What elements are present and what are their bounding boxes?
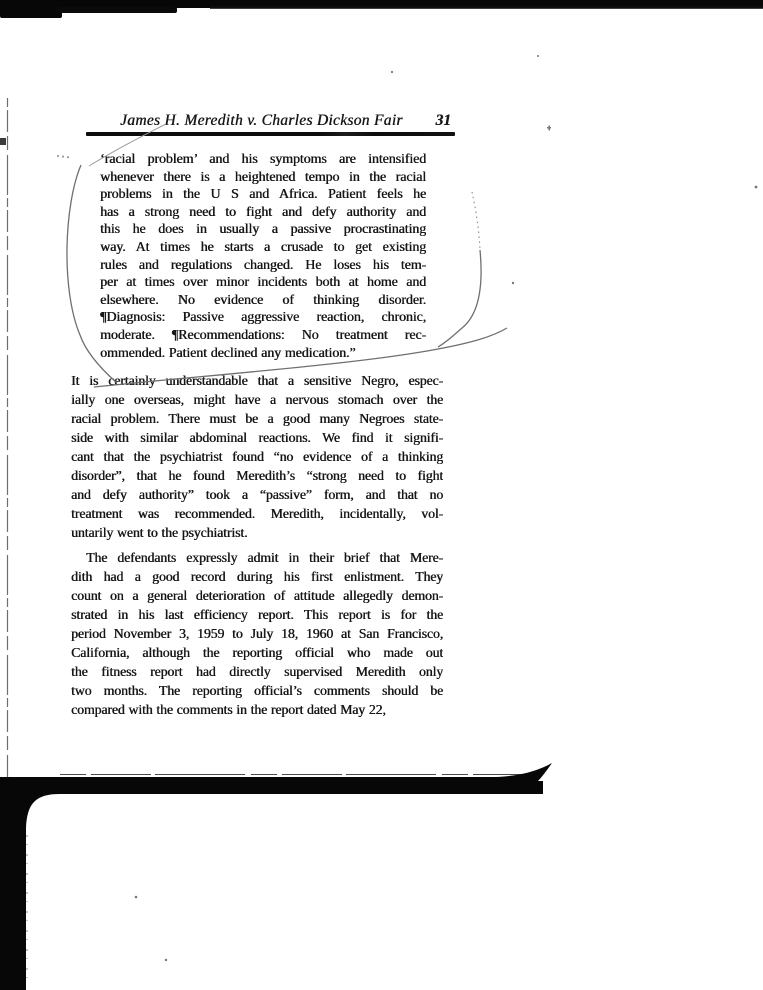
text-line: strated in his last efficiency report. This report is for the: [71, 607, 443, 622]
text-line: and defy authority” took a “passive” form, and that no: [71, 487, 443, 502]
paragraph-1: [71, 371, 443, 542]
text-line: two months. The reporting official’s comments should be: [71, 683, 443, 698]
case-title: James H. Meredith v. Charles Dickson Fair: [120, 112, 403, 129]
header-rule: [86, 132, 455, 136]
text-line: treatment was recommended. Meredith, incidentally, vol-: [71, 506, 443, 521]
text-line: problems in the U S and Africa. Patient feels he: [100, 187, 426, 203]
text-line: rules and regulations changed. He loses his tem-: [100, 257, 426, 273]
page-number: 31: [435, 112, 451, 129]
page-header: [88, 112, 455, 134]
text-line: has a strong need to fight and defy authority and: [100, 204, 426, 220]
text-line: The defendants expressly admit in their brief that Mere-: [86, 550, 443, 565]
text-line: moderate. ¶Recommendations: No treatment rec-: [100, 327, 426, 343]
paragraph-2: [71, 548, 443, 719]
annotation-circle-right-top: [472, 192, 480, 250]
text-line: whenever there is a heightened tempo in the racial: [100, 169, 426, 185]
scan-top-bar: [0, 0, 763, 18]
text-line: the fitness report had directly supervised Meredith only: [71, 664, 443, 679]
text-line: It is certainly understandable that a sensitive Negro, espec-: [71, 373, 443, 388]
text-line: compared with the comments in the report dated May 22,: [71, 702, 386, 717]
text-line: untarily went to the psychiatrist.: [71, 525, 248, 540]
block-quote: [100, 151, 426, 362]
text-line: side with similar abdominal reactions. We find it signifi-: [71, 430, 443, 445]
text-line: ‘racial problem’ and his symptoms are intensified: [100, 152, 426, 167]
scan-bottom-edge: [0, 763, 552, 990]
left-margin-mark: [0, 138, 6, 145]
annotation-leader-dots: [57, 155, 69, 158]
text-line: this he does in usually a passive procrastinating: [100, 222, 426, 238]
text-line: racial problem. There must be a good many Negroes state-: [71, 411, 443, 426]
text-line: period November 3, 1959 to July 18, 1960 at San Francisco,: [71, 626, 443, 641]
text-line: disorder”, that he found Meredith’s “strong need to fight: [71, 468, 443, 483]
text-line: count on a general deterioration of attitude allegedly demon-: [71, 588, 443, 603]
text-line: ially one overseas, might have a nervous stomach over the: [71, 392, 443, 407]
text-line: ommended. Patient declined any medication.”: [100, 345, 356, 361]
text-line: way. At times he starts a crusade to get existing: [100, 239, 426, 255]
text-line: per at times over minor incidents both at home and: [100, 275, 426, 291]
text-line: California, although the reporting official who made out: [71, 645, 443, 660]
text-line: ¶Diagnosis: Passive aggressive reaction, chronic,: [100, 310, 426, 326]
text-line: elsewhere. No evidence of thinking disorder.: [100, 292, 426, 308]
text-line: cant that the psychiatrist found “no evidence of a thinking: [71, 449, 443, 464]
text-line: dith had a good record during his first enlistment. They: [71, 569, 443, 584]
annotation-circle-right: [438, 250, 481, 347]
